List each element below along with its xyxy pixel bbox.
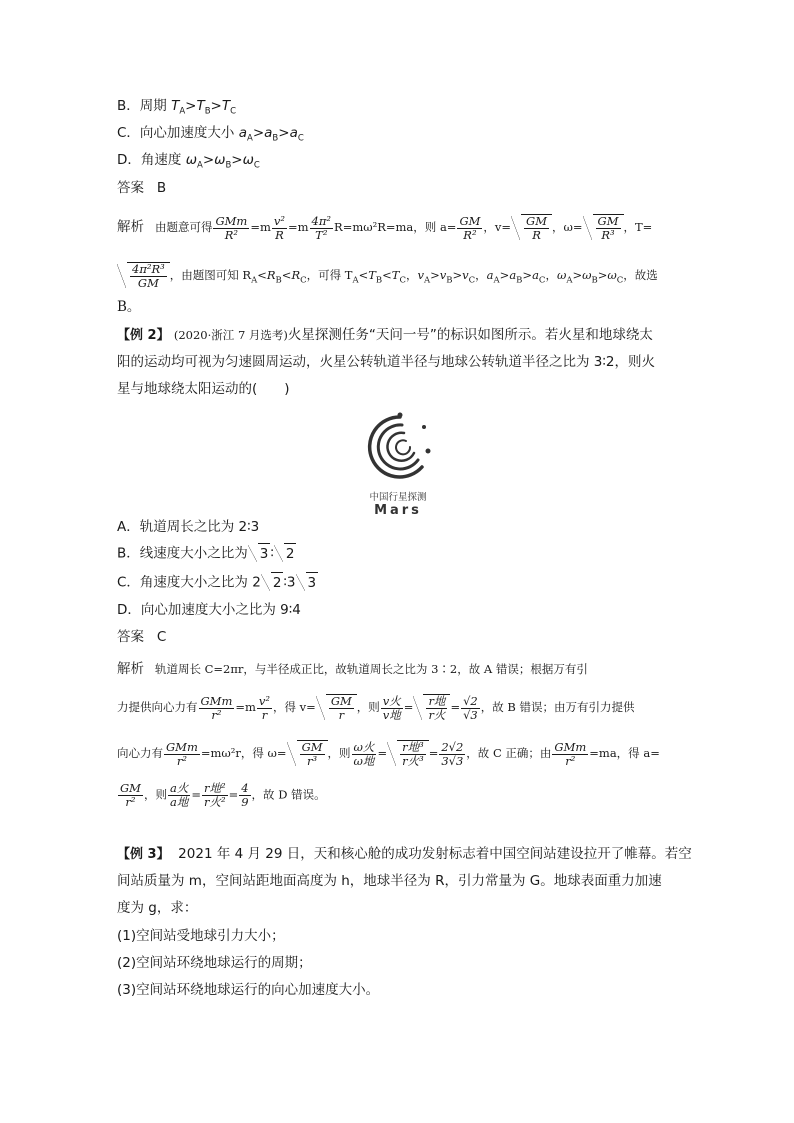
analysis-1-line-2: $\frac{\text{4π²R³}}{GM}$ ，由题图可知 $R_A<R_B<R_C$，可得 $T_A<T_B<T_C$，$v_A>v_B>v_C$，$a_A>a_B>a_C$，$\omega_A>\omega_B>\omega_C$，故选 bbox=[117, 262, 658, 290]
example-3-line-1: 【例 3】 2021 年 4 月 29 日，天和核心舱的成功发射标志着中国空间站建设拉开了帷幕。若空 bbox=[117, 846, 692, 862]
option-b-linear-velocity: B．线速度大小之比为 3 ∶ 2 bbox=[117, 543, 296, 564]
analysis-1-line-3: B。 bbox=[117, 299, 141, 315]
logo-cn-text: 中国行星探测 bbox=[369, 492, 427, 503]
mars-exploration-logo bbox=[356, 405, 440, 518]
answer-1: 答案 B bbox=[117, 180, 167, 196]
option-a-orbit-length: A．轨道周长之比为 2∶3 bbox=[117, 519, 260, 535]
example-2-line-1: 【例 2】 (2020·浙江 7 月选考)火星探测任务“天问一号”的标识如图所示。若火星和地球绕太 bbox=[117, 327, 653, 343]
example-2-line-3: 星与地球绕太阳运动的( ) bbox=[117, 381, 290, 397]
example-3-question-3: (3)空间站环绕地球运行的向心加速度大小。 bbox=[117, 982, 380, 998]
answer-2: 答案 C bbox=[117, 629, 167, 645]
example-3-line-3: 度为 g，求： bbox=[117, 900, 198, 916]
example-3-line-2: 间站质量为 m，空间站距地面高度为 h，地球半径为 R，引力常量为 G。地球表面重力加速 bbox=[117, 873, 662, 889]
option-d-angular-velocity: D．角速度 $\omega_A>\omega_B>\omega_C$ bbox=[117, 152, 260, 171]
mars-emblem-icon bbox=[356, 405, 440, 483]
logo-en-text: Mars bbox=[374, 503, 422, 518]
analysis-2-line-2: 力提供向心力有 $\frac{\text{GMm}}{\text{r²}}$ =m $\frac{\text{v²}}{r}$ ，得 v= $\frac{GM}{r}$ ，则 $\frac{\text{v火}}{\text{v地}}$ = $\frac{\text{r地}}{\text{r火}}$ = $\frac{√2}{√3}$ ，故 B 错误；由万有引力提供 bbox=[117, 693, 635, 722]
analysis-2-line-4: $\frac{GM}{\text{r²}}$ ，则 $\frac{\text{a火}}{\text{a地}}$ = $\frac{\text{r地²}}{\text{r火²}}$ = $\frac{4}{9}$ ，故 D 错误。 bbox=[120, 781, 326, 809]
option-c-acceleration: C．向心加速度大小 $a_A>a_B>a_C$ bbox=[117, 125, 304, 144]
example-3-question-1: (1)空间站受地球引力大小； bbox=[117, 928, 285, 944]
analysis-2-line-1: 解析 轨道周长 C=2πr，与半径成正比，故轨道周长之比为 3∶2，故 A 错误；根据万有引 bbox=[117, 661, 588, 677]
option-c-angular-velocity: C．角速度大小之比为 2 2 ∶3 3 bbox=[117, 572, 318, 593]
analysis-1-line-1: 解析 由题意可得 $\frac{\text{GMm}}{\text{R²}}$ =m $\frac{\text{v²}}{R}$ =m $\frac{\text{4π²}}{\text{T²}}$ R=mω²R=ma，则 a= $\frac{GM}{\text{R²}}$ ，v= $\frac{GM}{R}$ ，ω= $\frac{GM}{\text{R³}}$ ，T= bbox=[117, 213, 653, 242]
option-d-acceleration: D．向心加速度大小之比为 9∶4 bbox=[117, 602, 301, 618]
analysis-2-line-3: 向心力有 $\frac{\text{GMm}}{\text{r²}}$ =mω²r，得 ω= $\frac{GM}{\text{r³}}$ ，则 $\frac{\text{ω火}}{\text{ω地}}$ = $\frac{\text{r地³}}{\text{r火³}}$ = $\frac{2√2}{3√3}$ ，故 C 正确；由 $\frac{\text{GMm}}{\text{r²}}$ =ma，得 a= bbox=[117, 739, 660, 768]
option-b-period: B．周期 $T_A>T_B>T_C$ bbox=[117, 98, 237, 117]
example-2-line-2: 阳的运动均可视为匀速圆周运动，火星公转轨道半径与地球公转轨道半径之比为 3∶2，则火 bbox=[117, 354, 655, 370]
example-3-question-2: (2)空间站环绕地球运行的周期； bbox=[117, 955, 312, 971]
